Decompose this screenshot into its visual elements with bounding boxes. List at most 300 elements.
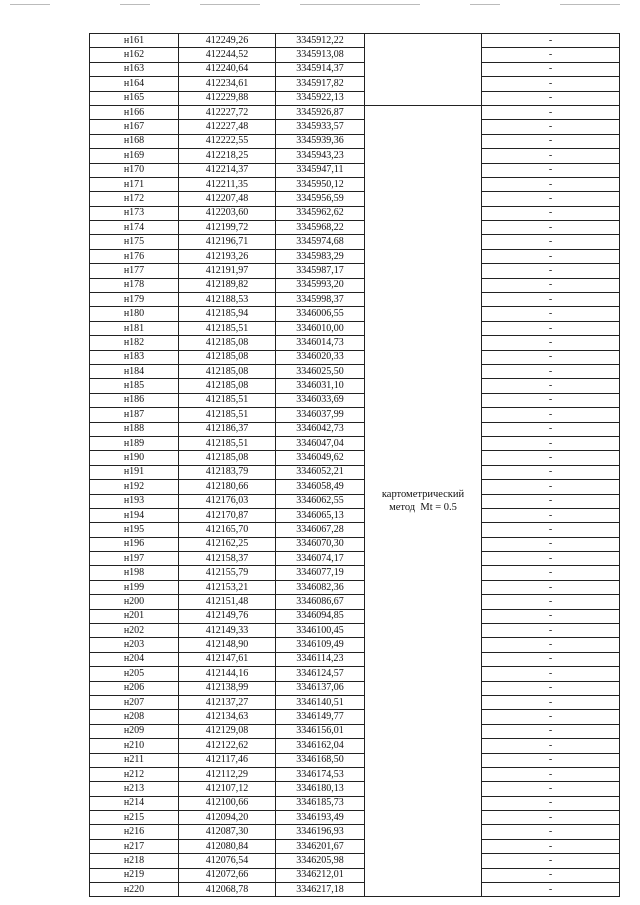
note-cell: - xyxy=(482,638,620,652)
note-cell: - xyxy=(482,105,620,119)
point-id-cell: н166 xyxy=(90,105,179,119)
x-coordinate-cell: 412149,76 xyxy=(179,609,276,623)
y-coordinate-cell: 3346006,55 xyxy=(276,307,365,321)
table-row xyxy=(90,264,620,278)
point-id-cell: н198 xyxy=(90,566,179,580)
note-cell: - xyxy=(482,264,620,278)
note-cell: - xyxy=(482,695,620,709)
table-row xyxy=(90,710,620,724)
coordinates-table-body xyxy=(90,34,620,897)
point-id-cell: н190 xyxy=(90,451,179,465)
x-coordinate-cell: 412149,33 xyxy=(179,624,276,638)
x-coordinate-cell: 412144,16 xyxy=(179,667,276,681)
table-row xyxy=(90,652,620,666)
note-cell: - xyxy=(482,163,620,177)
y-coordinate-cell: 3346077,19 xyxy=(276,566,365,580)
x-coordinate-cell: 412185,51 xyxy=(179,408,276,422)
x-coordinate-cell: 412199,72 xyxy=(179,221,276,235)
x-coordinate-cell: 412170,87 xyxy=(179,508,276,522)
point-id-cell: н216 xyxy=(90,825,179,839)
table-row xyxy=(90,609,620,623)
y-coordinate-cell: 3345914,37 xyxy=(276,62,365,76)
table-row xyxy=(90,782,620,796)
y-coordinate-cell: 3346201,67 xyxy=(276,839,365,853)
y-coordinate-cell: 3346180,13 xyxy=(276,782,365,796)
x-coordinate-cell: 412185,94 xyxy=(179,307,276,321)
method-cell xyxy=(365,105,482,896)
point-id-cell: н204 xyxy=(90,652,179,666)
method-cell-empty xyxy=(365,34,482,106)
table-row xyxy=(90,883,620,897)
y-coordinate-cell: 3346196,93 xyxy=(276,825,365,839)
note-cell: - xyxy=(482,494,620,508)
x-coordinate-cell: 412207,48 xyxy=(179,192,276,206)
point-id-cell: н197 xyxy=(90,552,179,566)
y-coordinate-cell: 3345947,11 xyxy=(276,163,365,177)
table-row xyxy=(90,364,620,378)
y-coordinate-cell: 3346037,99 xyxy=(276,408,365,422)
note-cell: - xyxy=(482,408,620,422)
y-coordinate-cell: 3346162,04 xyxy=(276,739,365,753)
table-row xyxy=(90,278,620,292)
y-coordinate-cell: 3346070,30 xyxy=(276,537,365,551)
table-row xyxy=(90,48,620,62)
y-coordinate-cell: 3346086,67 xyxy=(276,595,365,609)
note-cell: - xyxy=(482,34,620,48)
x-coordinate-cell: 412158,37 xyxy=(179,552,276,566)
x-coordinate-cell: 412176,03 xyxy=(179,494,276,508)
point-id-cell: н200 xyxy=(90,595,179,609)
point-id-cell: н185 xyxy=(90,379,179,393)
table-row xyxy=(90,120,620,134)
x-coordinate-cell: 412183,79 xyxy=(179,465,276,479)
note-cell: - xyxy=(482,753,620,767)
y-coordinate-cell: 3345939,36 xyxy=(276,134,365,148)
point-id-cell: н217 xyxy=(90,839,179,853)
x-coordinate-cell: 412191,97 xyxy=(179,264,276,278)
y-coordinate-cell: 3345962,62 xyxy=(276,206,365,220)
note-cell: - xyxy=(482,120,620,134)
point-id-cell: н187 xyxy=(90,408,179,422)
table-row xyxy=(90,580,620,594)
method-text-line-2: метод Mt = 0.5 xyxy=(389,502,457,514)
point-id-cell: н206 xyxy=(90,681,179,695)
point-id-cell: н215 xyxy=(90,811,179,825)
x-coordinate-cell: 412193,26 xyxy=(179,249,276,263)
table-row xyxy=(90,508,620,522)
point-id-cell: н218 xyxy=(90,854,179,868)
table-row xyxy=(90,681,620,695)
x-coordinate-cell: 412185,08 xyxy=(179,364,276,378)
x-coordinate-cell: 412147,61 xyxy=(179,652,276,666)
y-coordinate-cell: 3346058,49 xyxy=(276,480,365,494)
x-coordinate-cell: 412087,30 xyxy=(179,825,276,839)
point-id-cell: н199 xyxy=(90,580,179,594)
note-cell: - xyxy=(482,422,620,436)
table-row xyxy=(90,249,620,263)
y-coordinate-cell: 3346065,13 xyxy=(276,508,365,522)
table-row xyxy=(90,868,620,882)
x-coordinate-cell: 412155,79 xyxy=(179,566,276,580)
point-id-cell: н194 xyxy=(90,508,179,522)
note-cell: - xyxy=(482,321,620,335)
y-coordinate-cell: 3346062,55 xyxy=(276,494,365,508)
y-coordinate-cell: 3346217,18 xyxy=(276,883,365,897)
table-row xyxy=(90,393,620,407)
scan-artifact-top xyxy=(0,4,640,8)
x-coordinate-cell: 412165,70 xyxy=(179,523,276,537)
note-cell: - xyxy=(482,177,620,191)
note-cell: - xyxy=(482,91,620,105)
point-id-cell: н196 xyxy=(90,537,179,551)
note-cell: - xyxy=(482,580,620,594)
note-cell: - xyxy=(482,811,620,825)
note-cell: - xyxy=(482,249,620,263)
y-coordinate-cell: 3346010,00 xyxy=(276,321,365,335)
x-coordinate-cell: 412153,21 xyxy=(179,580,276,594)
note-cell: - xyxy=(482,235,620,249)
table-row xyxy=(90,494,620,508)
point-id-cell: н181 xyxy=(90,321,179,335)
y-coordinate-cell: 3346185,73 xyxy=(276,796,365,810)
y-coordinate-cell: 3346025,50 xyxy=(276,364,365,378)
point-id-cell: н170 xyxy=(90,163,179,177)
table-row xyxy=(90,192,620,206)
x-coordinate-cell: 412218,25 xyxy=(179,149,276,163)
table-row xyxy=(90,595,620,609)
note-cell: - xyxy=(482,796,620,810)
y-coordinate-cell: 3345983,29 xyxy=(276,249,365,263)
note-cell: - xyxy=(482,739,620,753)
table-row xyxy=(90,523,620,537)
table-row xyxy=(90,293,620,307)
point-id-cell: н165 xyxy=(90,91,179,105)
y-coordinate-cell: 3346049,62 xyxy=(276,451,365,465)
point-id-cell: н220 xyxy=(90,883,179,897)
point-id-cell: н182 xyxy=(90,336,179,350)
note-cell: - xyxy=(482,724,620,738)
point-id-cell: н161 xyxy=(90,34,179,48)
note-cell: - xyxy=(482,364,620,378)
note-cell: - xyxy=(482,595,620,609)
table-row xyxy=(90,235,620,249)
y-coordinate-cell: 3346094,85 xyxy=(276,609,365,623)
note-cell: - xyxy=(482,624,620,638)
table-row xyxy=(90,62,620,76)
note-cell: - xyxy=(482,436,620,450)
method-text-line-1: картометрический xyxy=(381,489,465,501)
point-id-cell: н210 xyxy=(90,739,179,753)
note-cell: - xyxy=(482,609,620,623)
x-coordinate-cell: 412229,88 xyxy=(179,91,276,105)
y-coordinate-cell: 3345912,22 xyxy=(276,34,365,48)
table-row xyxy=(90,206,620,220)
y-coordinate-cell: 3345926,87 xyxy=(276,105,365,119)
point-id-cell: н209 xyxy=(90,724,179,738)
y-coordinate-cell: 3345993,20 xyxy=(276,278,365,292)
x-coordinate-cell: 412186,37 xyxy=(179,422,276,436)
x-coordinate-cell: 412249,26 xyxy=(179,34,276,48)
y-coordinate-cell: 3345950,12 xyxy=(276,177,365,191)
y-coordinate-cell: 3346156,01 xyxy=(276,724,365,738)
point-id-cell: н172 xyxy=(90,192,179,206)
note-cell: - xyxy=(482,825,620,839)
point-id-cell: н205 xyxy=(90,667,179,681)
point-id-cell: н212 xyxy=(90,767,179,781)
y-coordinate-cell: 3345917,82 xyxy=(276,77,365,91)
point-id-cell: н180 xyxy=(90,307,179,321)
note-cell: - xyxy=(482,307,620,321)
y-coordinate-cell: 3346033,69 xyxy=(276,393,365,407)
note-cell: - xyxy=(482,62,620,76)
x-coordinate-cell: 412068,78 xyxy=(179,883,276,897)
table-row xyxy=(90,321,620,335)
table-row xyxy=(90,839,620,853)
note-cell: - xyxy=(482,192,620,206)
note-cell: - xyxy=(482,681,620,695)
note-cell: - xyxy=(482,350,620,364)
y-coordinate-cell: 3346174,53 xyxy=(276,767,365,781)
y-coordinate-cell: 3346212,01 xyxy=(276,868,365,882)
table-row xyxy=(90,854,620,868)
table-row xyxy=(90,436,620,450)
point-id-cell: н184 xyxy=(90,364,179,378)
x-coordinate-cell: 412076,54 xyxy=(179,854,276,868)
table-row xyxy=(90,149,620,163)
point-id-cell: н177 xyxy=(90,264,179,278)
y-coordinate-cell: 3345956,59 xyxy=(276,192,365,206)
note-cell: - xyxy=(482,393,620,407)
note-cell: - xyxy=(482,652,620,666)
point-id-cell: н213 xyxy=(90,782,179,796)
x-coordinate-cell: 412137,27 xyxy=(179,695,276,709)
point-id-cell: н195 xyxy=(90,523,179,537)
point-id-cell: н175 xyxy=(90,235,179,249)
note-cell: - xyxy=(482,782,620,796)
table-row xyxy=(90,336,620,350)
x-coordinate-cell: 412188,53 xyxy=(179,293,276,307)
table-row xyxy=(90,638,620,652)
y-coordinate-cell: 3346014,73 xyxy=(276,336,365,350)
note-cell: - xyxy=(482,77,620,91)
point-id-cell: н211 xyxy=(90,753,179,767)
table-row xyxy=(90,221,620,235)
note-cell: - xyxy=(482,134,620,148)
note-cell: - xyxy=(482,465,620,479)
table-row xyxy=(90,753,620,767)
x-coordinate-cell: 412072,66 xyxy=(179,868,276,882)
table-row xyxy=(90,724,620,738)
table-row xyxy=(90,552,620,566)
table-row xyxy=(90,77,620,91)
point-id-cell: н173 xyxy=(90,206,179,220)
x-coordinate-cell: 412185,08 xyxy=(179,350,276,364)
x-coordinate-cell: 412211,35 xyxy=(179,177,276,191)
point-id-cell: н179 xyxy=(90,293,179,307)
table-row xyxy=(90,408,620,422)
table-row xyxy=(90,695,620,709)
x-coordinate-cell: 412185,08 xyxy=(179,379,276,393)
point-id-cell: н202 xyxy=(90,624,179,638)
note-cell: - xyxy=(482,552,620,566)
x-coordinate-cell: 412122,62 xyxy=(179,739,276,753)
point-id-cell: н171 xyxy=(90,177,179,191)
y-coordinate-cell: 3346140,51 xyxy=(276,695,365,709)
note-cell: - xyxy=(482,293,620,307)
x-coordinate-cell: 412180,66 xyxy=(179,480,276,494)
y-coordinate-cell: 3346193,49 xyxy=(276,811,365,825)
point-id-cell: н174 xyxy=(90,221,179,235)
y-coordinate-cell: 3346124,57 xyxy=(276,667,365,681)
note-cell: - xyxy=(482,566,620,580)
point-id-cell: н203 xyxy=(90,638,179,652)
table-row xyxy=(90,350,620,364)
x-coordinate-cell: 412134,63 xyxy=(179,710,276,724)
x-coordinate-cell: 412185,51 xyxy=(179,393,276,407)
table-row xyxy=(90,34,620,48)
y-coordinate-cell: 3345987,17 xyxy=(276,264,365,278)
note-cell: - xyxy=(482,336,620,350)
y-coordinate-cell: 3346114,23 xyxy=(276,652,365,666)
y-coordinate-cell: 3345933,57 xyxy=(276,120,365,134)
x-coordinate-cell: 412189,82 xyxy=(179,278,276,292)
x-coordinate-cell: 412196,71 xyxy=(179,235,276,249)
point-id-cell: н169 xyxy=(90,149,179,163)
table-row xyxy=(90,422,620,436)
note-cell: - xyxy=(482,523,620,537)
y-coordinate-cell: 3346205,98 xyxy=(276,854,365,868)
note-cell: - xyxy=(482,221,620,235)
note-cell: - xyxy=(482,667,620,681)
table-row xyxy=(90,667,620,681)
point-id-cell: н192 xyxy=(90,480,179,494)
point-id-cell: н207 xyxy=(90,695,179,709)
table-row xyxy=(90,105,620,119)
note-cell: - xyxy=(482,48,620,62)
x-coordinate-cell: 412185,51 xyxy=(179,321,276,335)
table-row xyxy=(90,811,620,825)
x-coordinate-cell: 412117,46 xyxy=(179,753,276,767)
x-coordinate-cell: 412100,66 xyxy=(179,796,276,810)
point-id-cell: н168 xyxy=(90,134,179,148)
table-row xyxy=(90,767,620,781)
note-cell: - xyxy=(482,839,620,853)
note-cell: - xyxy=(482,537,620,551)
y-coordinate-cell: 3346031,10 xyxy=(276,379,365,393)
table-row xyxy=(90,307,620,321)
y-coordinate-cell: 3345943,23 xyxy=(276,149,365,163)
note-cell: - xyxy=(482,451,620,465)
table-row xyxy=(90,379,620,393)
point-id-cell: н193 xyxy=(90,494,179,508)
y-coordinate-cell: 3345974,68 xyxy=(276,235,365,249)
y-coordinate-cell: 3346067,28 xyxy=(276,523,365,537)
note-cell: - xyxy=(482,206,620,220)
note-cell: - xyxy=(482,868,620,882)
point-id-cell: н188 xyxy=(90,422,179,436)
table-row xyxy=(90,825,620,839)
x-coordinate-cell: 412222,55 xyxy=(179,134,276,148)
y-coordinate-cell: 3346109,49 xyxy=(276,638,365,652)
y-coordinate-cell: 3345913,08 xyxy=(276,48,365,62)
x-coordinate-cell: 412185,08 xyxy=(179,451,276,465)
point-id-cell: н219 xyxy=(90,868,179,882)
point-id-cell: н186 xyxy=(90,393,179,407)
point-id-cell: н162 xyxy=(90,48,179,62)
table-row xyxy=(90,796,620,810)
note-cell: - xyxy=(482,883,620,897)
y-coordinate-cell: 3346082,36 xyxy=(276,580,365,594)
x-coordinate-cell: 412080,84 xyxy=(179,839,276,853)
point-id-cell: н191 xyxy=(90,465,179,479)
y-coordinate-cell: 3345922,13 xyxy=(276,91,365,105)
note-cell: - xyxy=(482,278,620,292)
point-id-cell: н178 xyxy=(90,278,179,292)
table-row xyxy=(90,624,620,638)
y-coordinate-cell: 3346020,33 xyxy=(276,350,365,364)
y-coordinate-cell: 3345998,37 xyxy=(276,293,365,307)
y-coordinate-cell: 3345968,22 xyxy=(276,221,365,235)
x-coordinate-cell: 412129,08 xyxy=(179,724,276,738)
x-coordinate-cell: 412203,60 xyxy=(179,206,276,220)
x-coordinate-cell: 412162,25 xyxy=(179,537,276,551)
table-row xyxy=(90,480,620,494)
note-cell: - xyxy=(482,379,620,393)
x-coordinate-cell: 412094,20 xyxy=(179,811,276,825)
x-coordinate-cell: 412244,52 xyxy=(179,48,276,62)
y-coordinate-cell: 3346042,73 xyxy=(276,422,365,436)
table-row xyxy=(90,134,620,148)
table-row xyxy=(90,566,620,580)
y-coordinate-cell: 3346052,21 xyxy=(276,465,365,479)
point-id-cell: н201 xyxy=(90,609,179,623)
note-cell: - xyxy=(482,767,620,781)
point-id-cell: н164 xyxy=(90,77,179,91)
note-cell: - xyxy=(482,508,620,522)
x-coordinate-cell: 412185,51 xyxy=(179,436,276,450)
x-coordinate-cell: 412227,48 xyxy=(179,120,276,134)
note-cell: - xyxy=(482,710,620,724)
x-coordinate-cell: 412214,37 xyxy=(179,163,276,177)
point-id-cell: н208 xyxy=(90,710,179,724)
coordinates-table xyxy=(89,33,620,897)
x-coordinate-cell: 412138,99 xyxy=(179,681,276,695)
x-coordinate-cell: 412112,29 xyxy=(179,767,276,781)
point-id-cell: н183 xyxy=(90,350,179,364)
table-row xyxy=(90,537,620,551)
table-row xyxy=(90,177,620,191)
table-row xyxy=(90,451,620,465)
x-coordinate-cell: 412234,61 xyxy=(179,77,276,91)
point-id-cell: н214 xyxy=(90,796,179,810)
y-coordinate-cell: 3346137,06 xyxy=(276,681,365,695)
y-coordinate-cell: 3346168,50 xyxy=(276,753,365,767)
x-coordinate-cell: 412148,90 xyxy=(179,638,276,652)
point-id-cell: н189 xyxy=(90,436,179,450)
note-cell: - xyxy=(482,854,620,868)
x-coordinate-cell: 412240,64 xyxy=(179,62,276,76)
table-row xyxy=(90,465,620,479)
point-id-cell: н163 xyxy=(90,62,179,76)
y-coordinate-cell: 3346047,04 xyxy=(276,436,365,450)
x-coordinate-cell: 412107,12 xyxy=(179,782,276,796)
point-id-cell: н176 xyxy=(90,249,179,263)
table-row xyxy=(90,91,620,105)
point-id-cell: н167 xyxy=(90,120,179,134)
y-coordinate-cell: 3346100,45 xyxy=(276,624,365,638)
y-coordinate-cell: 3346149,77 xyxy=(276,710,365,724)
table-row xyxy=(90,163,620,177)
